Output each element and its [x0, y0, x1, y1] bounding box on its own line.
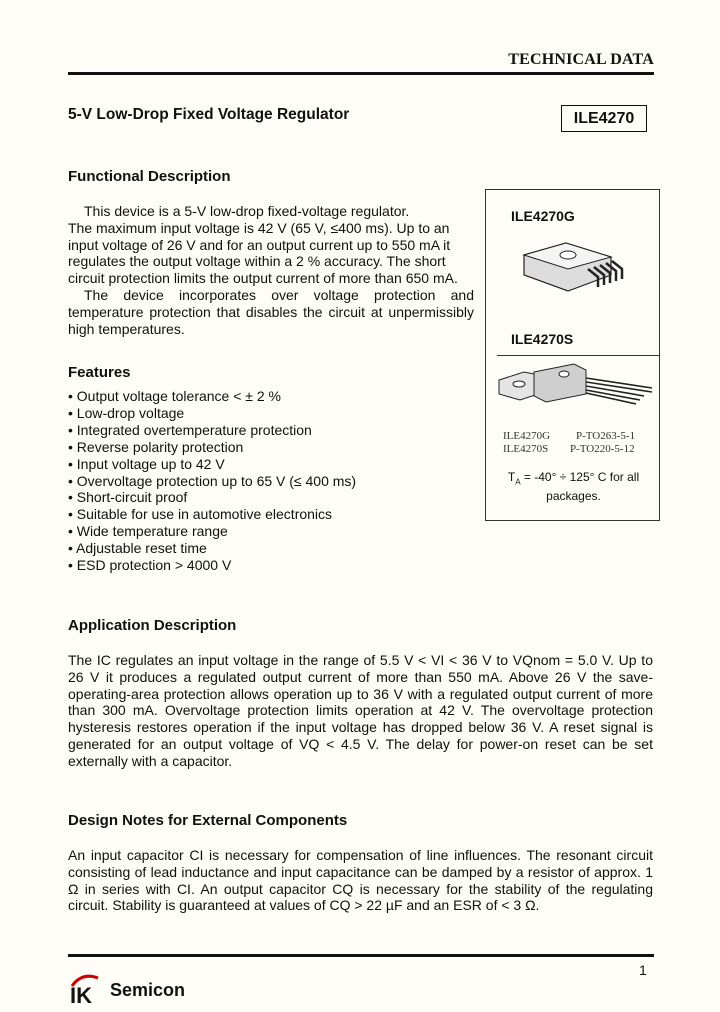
feature-item: • Low-drop voltage: [68, 405, 356, 422]
to263-package-image: [516, 235, 631, 297]
func-line: This device is a 5-V low-drop fixed-voltage regulator.: [84, 203, 410, 219]
feature-item: • Integrated overtemperature protection: [68, 422, 356, 439]
feature-item: • Suitable for use in automotive electronics: [68, 506, 356, 523]
feature-item: • Reverse polarity protection: [68, 439, 356, 456]
document-title: 5-V Low-Drop Fixed Voltage Regulator: [68, 106, 350, 123]
ordering-part-2: ILE4270S: [503, 443, 549, 455]
feature-item: • ESD protection > 4000 V: [68, 557, 356, 574]
header-rule: [68, 72, 654, 75]
temp-range-line2: packages.: [546, 489, 601, 504]
feature-item: • Short-circuit proof: [68, 489, 356, 506]
features-heading: Features: [68, 364, 131, 381]
ordering-package-1: P-TO263-5-1: [576, 430, 636, 442]
func-line: regulates the output voltage within a 2 % accuracy. The short: [68, 253, 446, 270]
temp-range-text: = -40° ÷ 125° C for all: [520, 470, 640, 484]
feature-item: • Input voltage up to 42 V: [68, 456, 356, 473]
page-number: 1: [639, 962, 647, 978]
logo-letters: IK: [70, 983, 92, 1006]
feature-item: • Adjustable reset time: [68, 540, 356, 557]
temperature-range: [486, 470, 661, 504]
technical-data-label: TECHNICAL DATA: [508, 51, 654, 68]
features-list: [68, 388, 356, 574]
footer-rule: [68, 954, 654, 957]
to220-package-image: [494, 362, 659, 412]
temp-subscript: A: [515, 477, 521, 487]
func-line: The maximum input voltage is 42 V (65 V, ≤400 ms). Up to an: [68, 219, 450, 236]
functional-description-para1: [68, 203, 476, 287]
ordering-part-1: ILE4270G: [503, 430, 551, 442]
feature-item: • Wide temperature range: [68, 523, 356, 540]
application-description-heading: Application Description: [68, 617, 237, 634]
ik-logo-mark: [68, 970, 110, 1006]
package-label-g: ILE4270G: [511, 208, 575, 224]
functional-description-heading: Functional Description: [68, 168, 231, 185]
func-line: circuit protection limits the output current of more than 650 mA.: [68, 270, 458, 287]
package-info-box: [485, 189, 660, 521]
feature-item: • Overvoltage protection up to 65 V (≤ 400 ms): [68, 473, 356, 490]
ordering-package-2: P-TO220-5-12: [570, 443, 635, 455]
temp-symbol: T: [507, 470, 516, 484]
design-notes-text: An input capacitor CI is necessary for compensation of line influences. The resonant circuit consisting of lead inductance and input capacitance can be damped by a resistor of approx. 1 Ω in series with CI. An output capacitor CQ is necessary for the stability of the regulating circuit. Stability is guaranteed at values of CQ > 22 µF and an ESR of < 3 Ω.: [68, 847, 653, 914]
part-number-box: ILE4270: [561, 105, 647, 132]
logo-text: Semicon: [110, 980, 186, 1000]
package-label-s: ILE4270S: [511, 331, 574, 347]
feature-item: • Output voltage tolerance < ± 2 %: [68, 388, 356, 405]
design-notes-heading: Design Notes for External Components: [68, 812, 348, 829]
func-line: input voltage of 26 V and for an output current up to 550 mA it: [68, 236, 451, 253]
package-divider: [497, 355, 659, 356]
application-description-text: The IC regulates an input voltage in the range of 5.5 V < VI < 36 V to VQnom = 5.0 V. Up to 26 V it produces a regulated output current of more than 550 mA. Above 26 V the save-operating-area protection allows operation up to 36 V with a regulated output current of more than 300 mA. Overvoltage protection limits operation at 42 V. The overvoltage protection hysteresis restores operation if the input voltage has dropped below 36 V. A reset signal is generated for an output voltage of VQ < 4.5 V. The delay for power-on reset can be set externally with a capacitor.: [68, 652, 653, 769]
functional-description-para2: The device incorporates over voltage protection and temperature protection that disables the circuit at unpermissibly high temperatures.: [68, 287, 474, 337]
